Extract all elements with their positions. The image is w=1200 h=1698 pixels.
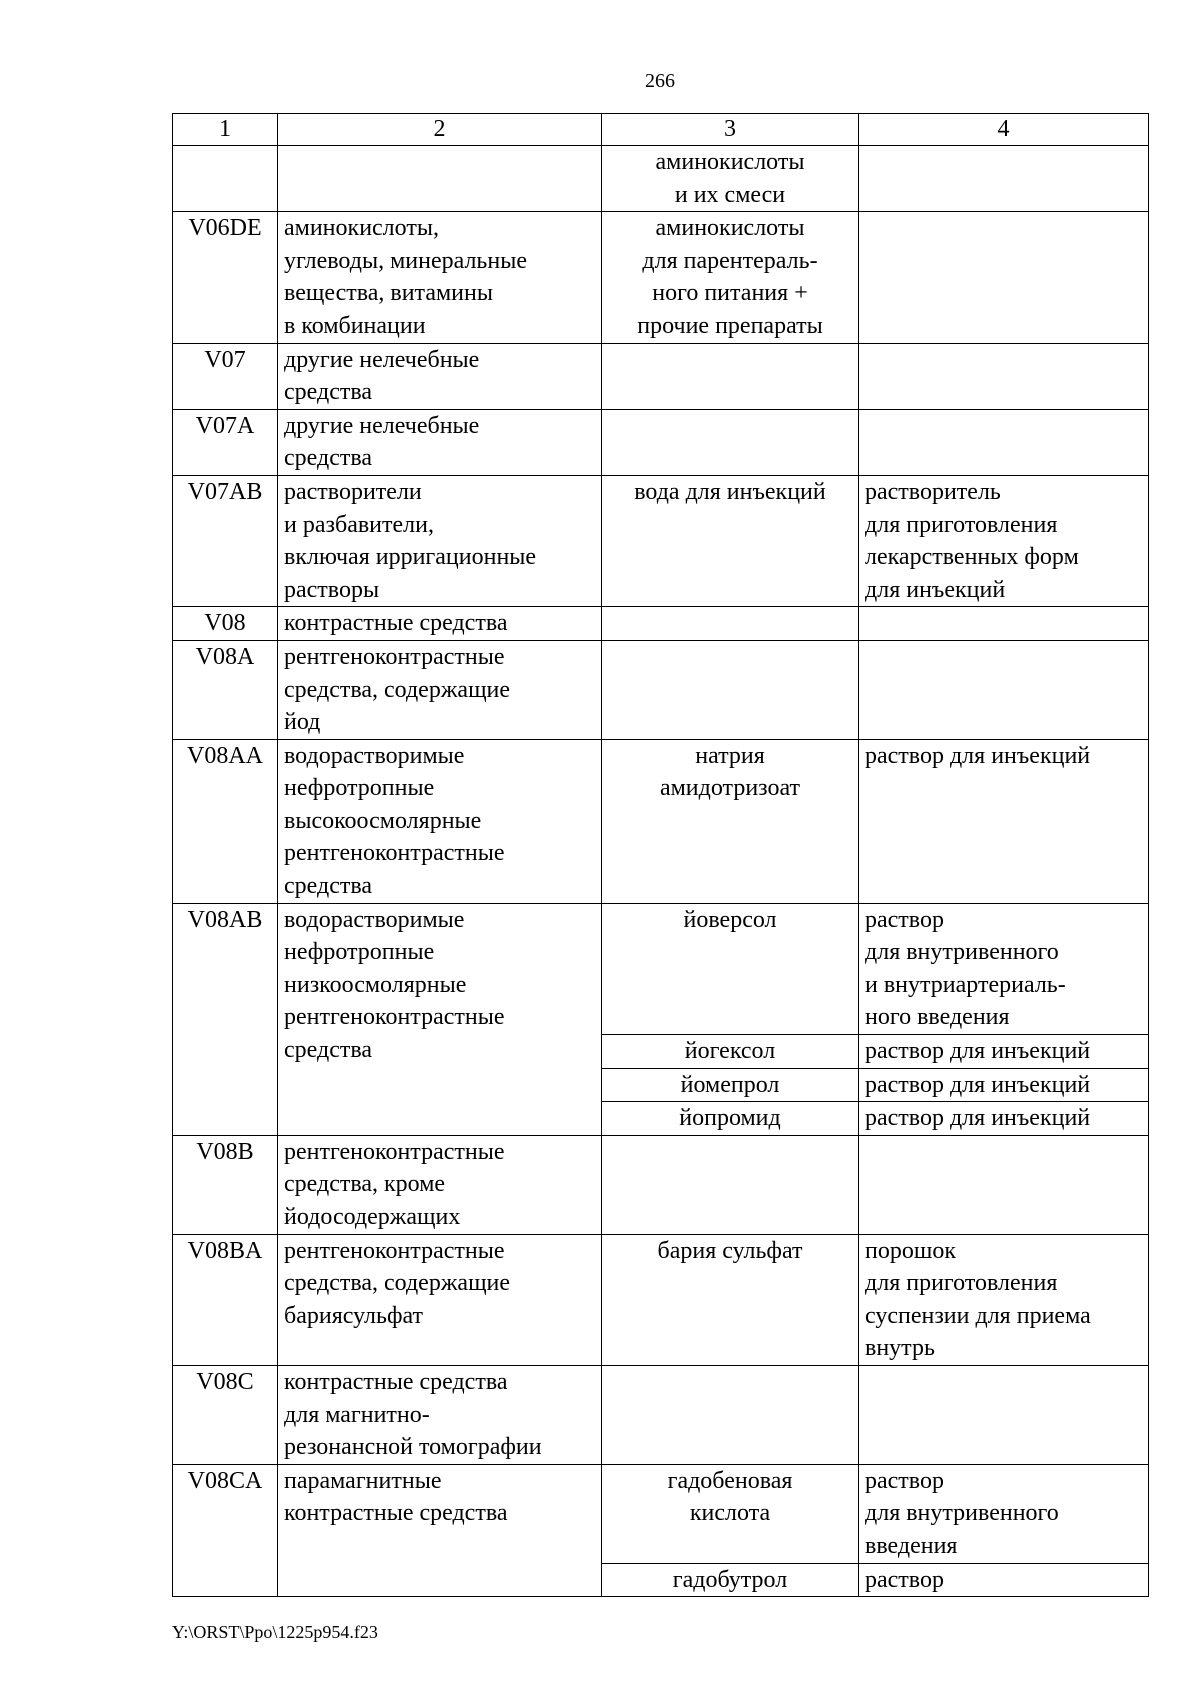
group-name-cell: парамагнитные контрастные средства <box>278 1464 602 1596</box>
drug-name-cell: бария сульфат <box>602 1234 859 1365</box>
group-name-cell: другие нелечебные средства <box>278 409 602 475</box>
table-row <box>173 409 1149 475</box>
atc-code-cell <box>173 146 278 212</box>
table-row <box>173 1365 1149 1464</box>
footer-file-path: Y:\ORST\Ppo\1225p954.f23 <box>172 1622 378 1642</box>
dosage-form-cell: растворитель для приготовления лекарственных форм для инъекций <box>859 475 1149 606</box>
atc-code-cell: V08 <box>173 607 278 641</box>
atc-code-cell: V07A <box>173 409 278 475</box>
table-header-row <box>173 114 1149 146</box>
drug-name-cell: аминокислоты для парентераль- ного питания + прочие препараты <box>602 212 859 343</box>
dosage-form-cell <box>859 146 1149 212</box>
table-row <box>173 212 1149 343</box>
drug-name-cell <box>602 640 859 739</box>
dosage-form-cell: порошок для приготовления суспензии для приема внутрь <box>859 1234 1149 1365</box>
group-name-cell: рентгеноконтрастные средства, содержащие йод <box>278 640 602 739</box>
dosage-form-cell: раствор для внутривенного и внутриартериаль- ного введения <box>859 903 1149 1034</box>
table-row <box>173 640 1149 739</box>
table-row <box>173 1135 1149 1234</box>
dosage-form-cell: раствор <box>859 1563 1149 1597</box>
drug-name-cell <box>602 1135 859 1234</box>
drug-name-cell: вода для инъекций <box>602 475 859 606</box>
atc-code-cell: V08C <box>173 1365 278 1464</box>
dosage-form-cell <box>859 409 1149 475</box>
page-number: 266 <box>645 70 675 92</box>
drug-name-cell <box>602 1365 859 1464</box>
table-row <box>173 146 1149 212</box>
drug-name-cell <box>602 343 859 409</box>
group-name-cell: контрастные средства <box>278 607 602 641</box>
drug-name-cell: аминокислоты и их смеси <box>602 146 859 212</box>
column-header: 3 <box>602 114 859 146</box>
dosage-form-cell: раствор для внутривенного введения <box>859 1464 1149 1563</box>
atc-code-cell: V08A <box>173 640 278 739</box>
dosage-form-cell: раствор для инъекций <box>859 1035 1149 1069</box>
dosage-form-cell: раствор для инъекций <box>859 1102 1149 1136</box>
atc-code-cell: V08CA <box>173 1464 278 1596</box>
drug-name-cell: йомепрол <box>602 1068 859 1102</box>
group-name-cell: рентгеноконтрастные средства, содержащие бариясульфат <box>278 1234 602 1365</box>
dosage-form-cell: раствор для инъекций <box>859 1068 1149 1102</box>
atc-code-cell: V06DE <box>173 212 278 343</box>
table-row <box>173 903 1149 1034</box>
column-header: 1 <box>173 114 278 146</box>
group-name-cell: другие нелечебные средства <box>278 343 602 409</box>
table-row <box>173 343 1149 409</box>
drug-name-cell: йопромид <box>602 1102 859 1136</box>
drug-name-cell: йогексол <box>602 1035 859 1069</box>
group-name-cell: контрастные средства для магнитно- резонансной томографии <box>278 1365 602 1464</box>
atc-code-cell: V07AB <box>173 475 278 606</box>
table-row <box>173 607 1149 641</box>
atc-code-cell: V08AB <box>173 903 278 1135</box>
dosage-form-cell <box>859 1135 1149 1234</box>
atc-code-cell: V08B <box>173 1135 278 1234</box>
dosage-form-cell <box>859 607 1149 641</box>
column-header: 4 <box>859 114 1149 146</box>
table-row <box>173 1234 1149 1365</box>
group-name-cell: водорастворимые нефротропные низкоосмолярные рентгеноконтрастные средства <box>278 903 602 1135</box>
group-name-cell: водорастворимые нефротропные высокоосмолярные рентгеноконтрастные средства <box>278 739 602 903</box>
atc-code-cell: V08BA <box>173 1234 278 1365</box>
dosage-form-cell <box>859 640 1149 739</box>
drug-name-cell <box>602 607 859 641</box>
drug-name-cell: гадобеновая кислота <box>602 1464 859 1563</box>
atc-code-cell: V07 <box>173 343 278 409</box>
atc-code-cell: V08AA <box>173 739 278 903</box>
group-name-cell: аминокислоты, углеводы, минеральные вещества, витамины в комбинации <box>278 212 602 343</box>
group-name-cell: растворители и разбавители, включая ирригационные растворы <box>278 475 602 606</box>
drug-name-cell: йоверсол <box>602 903 859 1034</box>
dosage-form-cell <box>859 1365 1149 1464</box>
table-row <box>173 475 1149 606</box>
group-name-cell: рентгеноконтрастные средства, кроме йодосодержащих <box>278 1135 602 1234</box>
drug-name-cell: натрия амидотризоат <box>602 739 859 903</box>
dosage-form-cell <box>859 212 1149 343</box>
table-row <box>173 739 1149 903</box>
group-name-cell <box>278 146 602 212</box>
dosage-form-cell: раствор для инъекций <box>859 739 1149 903</box>
table-row <box>173 1464 1149 1563</box>
column-header: 2 <box>278 114 602 146</box>
drug-name-cell: гадобутрол <box>602 1563 859 1597</box>
dosage-form-cell <box>859 343 1149 409</box>
drug-table <box>172 113 1149 1597</box>
drug-name-cell <box>602 409 859 475</box>
